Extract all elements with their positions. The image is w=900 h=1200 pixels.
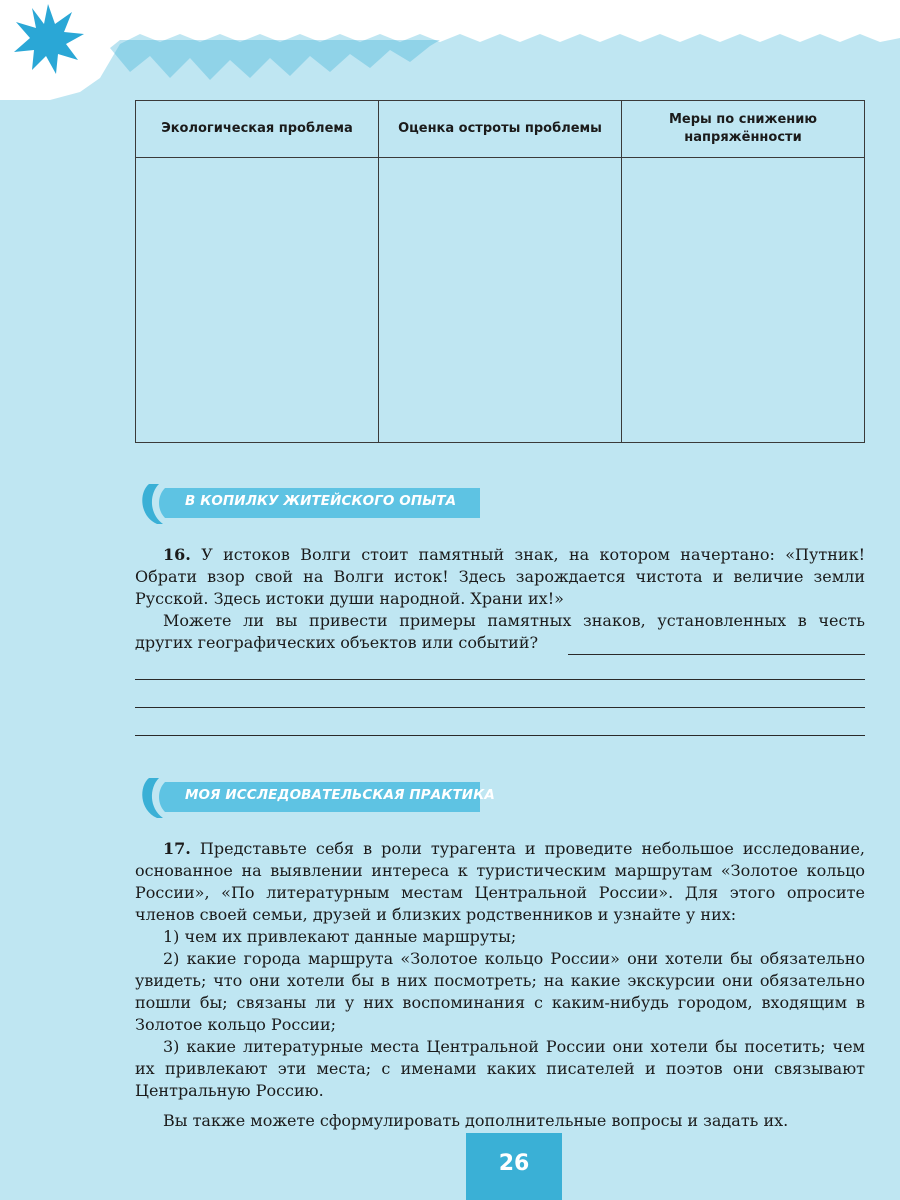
page-number-box xyxy=(466,1133,562,1200)
task-text: У истоков Волги стоит памятный знак, на котором начертано: «Путник! Обрати взор свой на Волги исток! Здесь зарождается чистота и величие земли Русской. Здесь истоки души народной. Храни их!» xyxy=(135,545,866,608)
task-number: 16. xyxy=(163,545,191,564)
table-header-severity: Оценка остроты проблемы xyxy=(379,101,622,158)
table-cell-answer[interactable] xyxy=(379,158,622,443)
task-outro: Вы также можете сформулировать дополнительные вопросы и задать их. xyxy=(163,1111,789,1130)
section-banner-life-experience xyxy=(135,480,485,526)
table-cell-answer[interactable] xyxy=(622,158,865,443)
task-item-2: 2) какие города маршрута «Золотое кольцо России» они хотели бы обязательно увидеть; что они хотели бы в них посмотреть; на какие экскурсии они обязательно пошли бы; связаны ли у них воспоминания с каким-нибудь городом, входящим в Золотое кольцо России; xyxy=(135,949,865,1034)
task-number: 17. xyxy=(163,839,191,858)
table-cell-answer[interactable] xyxy=(136,158,379,443)
task-item-1: 1) чем их привлекают данные маршруты; xyxy=(163,927,517,946)
table-header-problem: Экологическая проблема xyxy=(136,101,379,158)
answer-line[interactable] xyxy=(135,707,865,708)
answer-line[interactable] xyxy=(135,735,865,736)
page-number: 26 xyxy=(498,1151,530,1176)
task-16 xyxy=(135,544,865,654)
answer-line[interactable] xyxy=(568,654,865,655)
task-question: Можете ли вы привести примеры памятных знаков, установленных в честь других географических объектов или событий? xyxy=(135,611,865,652)
section-title: В КОПИЛКУ ЖИТЕЙСКОГО ОПЫТА xyxy=(185,493,457,509)
answer-line[interactable] xyxy=(135,679,865,680)
task-17 xyxy=(135,838,865,1132)
ecology-table xyxy=(135,100,865,443)
section-banner-research-practice xyxy=(135,774,495,820)
table-header-measures: Меры по снижению напряжённости xyxy=(622,101,865,158)
section-title: МОЯ ИССЛЕДОВАТЕЛЬСКАЯ ПРАКТИКА xyxy=(185,787,495,803)
task-item-3: 3) какие литературные места Центральной России они хотели бы посетить; чем их привлекают эти места; с именами каких писателей и поэтов они связывают Центральную Россию. xyxy=(135,1037,865,1100)
task-intro: Представьте себя в роли турагента и проведите небольшое исследование, основанное на выявлении интереса к туристическим маршрутам «Золотое кольцо России», «По литературным местам Центральной России». Для этого опросите членов своей семьи, друзей и близких родственников и узнайте у них: xyxy=(135,839,865,924)
header-decoration xyxy=(0,0,900,100)
